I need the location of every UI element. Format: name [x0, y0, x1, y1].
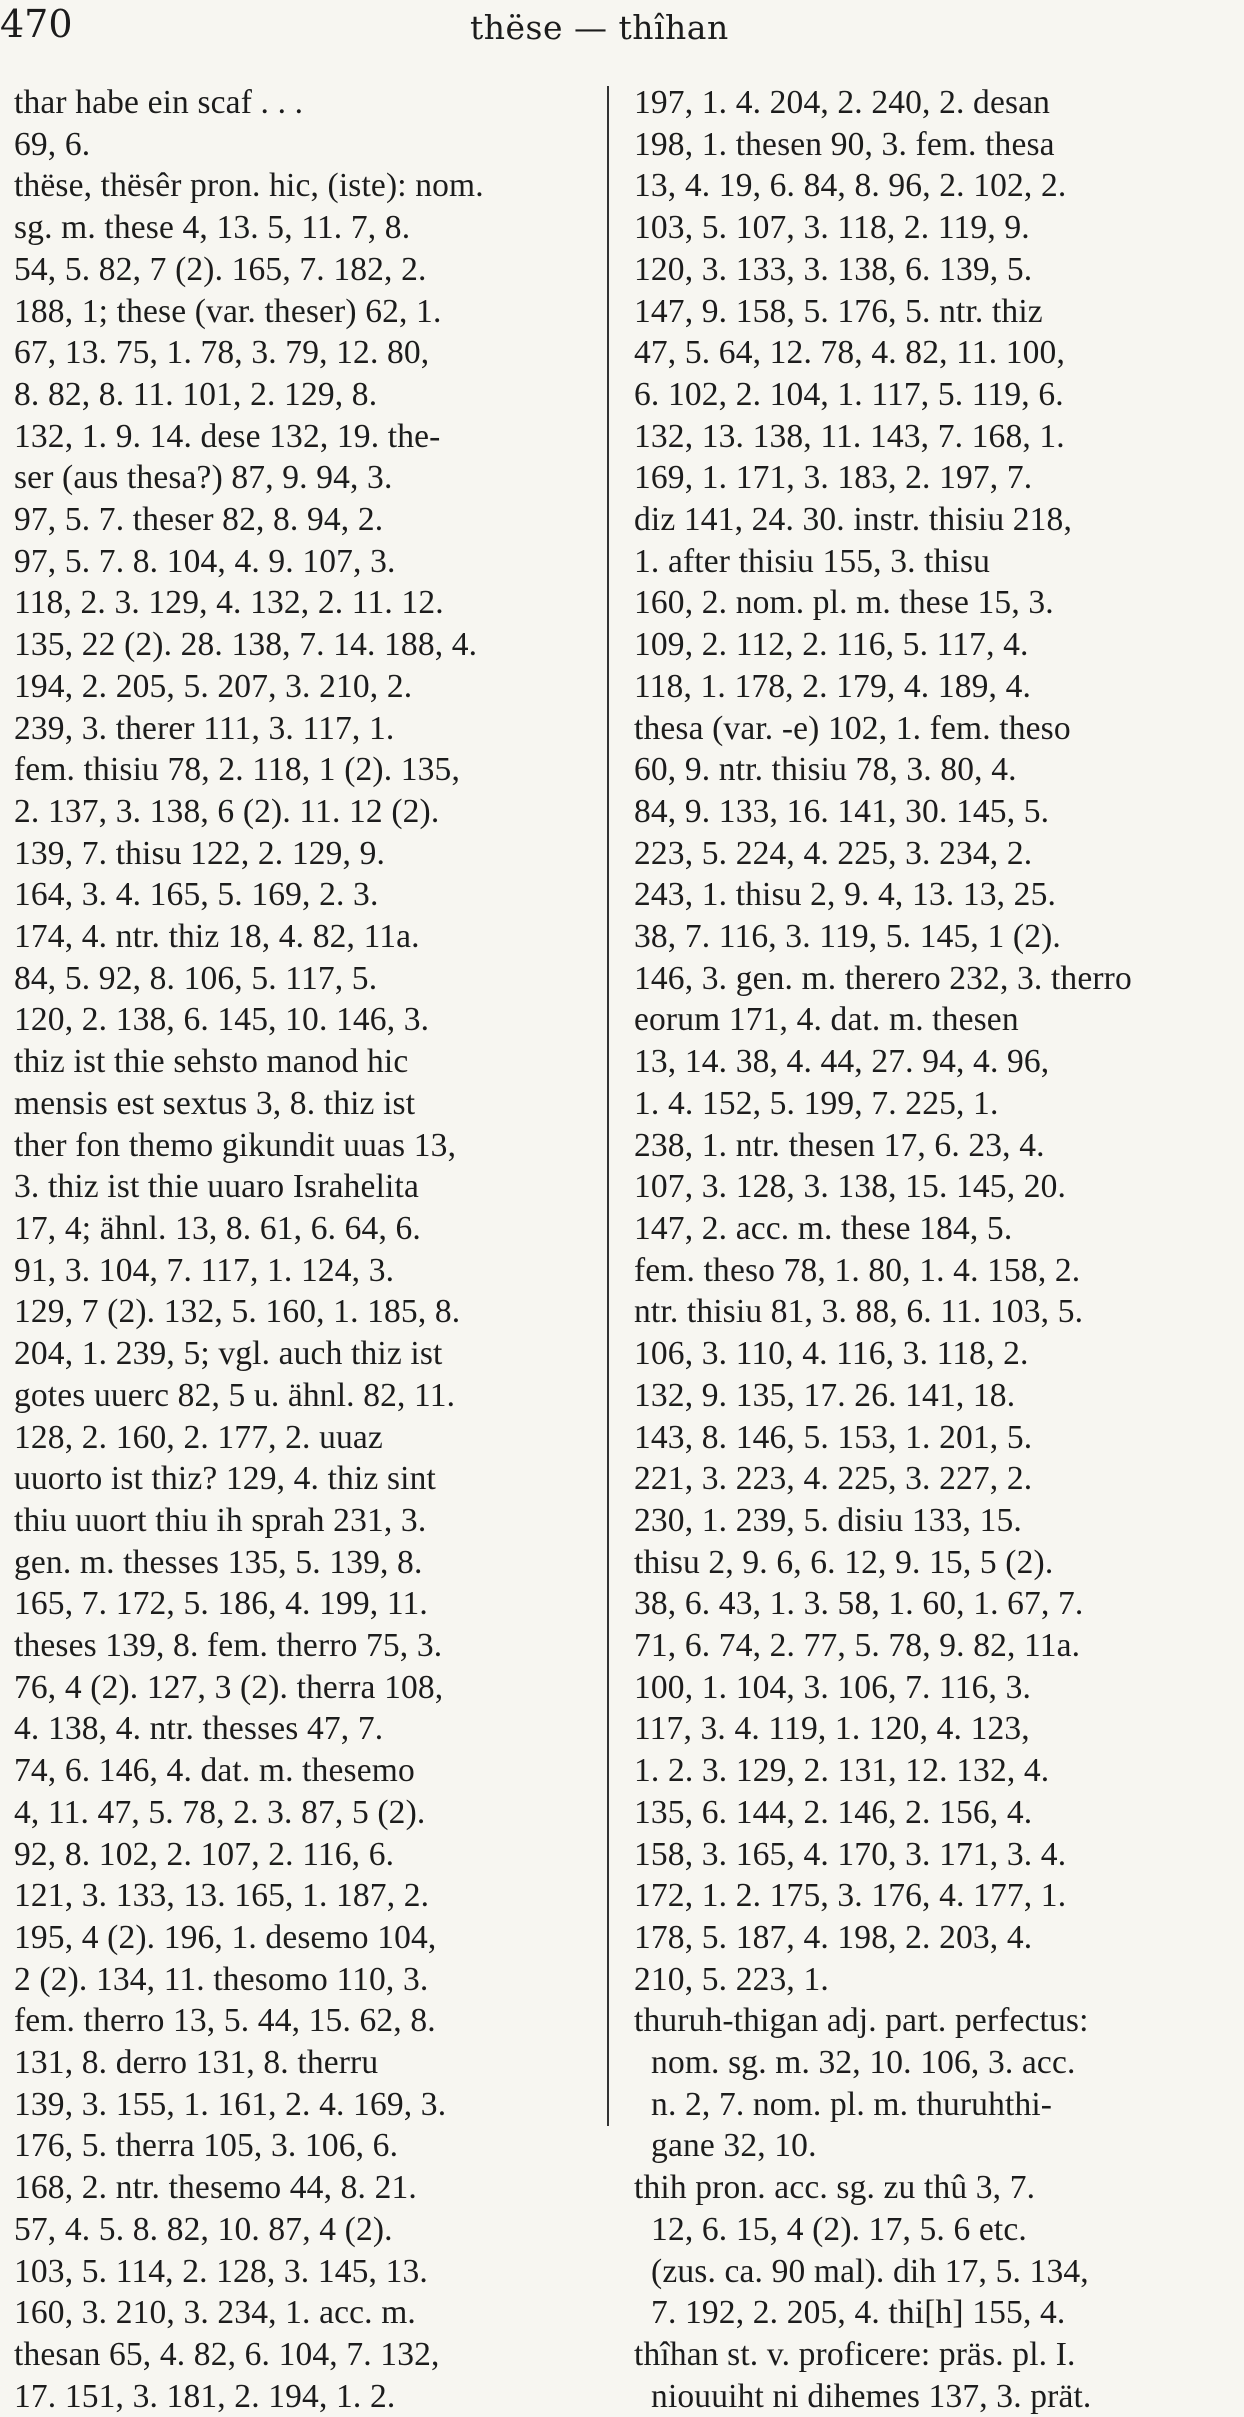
right-column-text: 197, 1. 4. 204, 2. 240, 2. desan 198, 1. thesen 90, 3. fem. thesa 13, 4. 19, 6. 84, 8. 96, 2. 102, 2. 103, 5. 107, 3. 118, 2. 119, 9. 120, 3. 133, 3. 138, 6. 139, 5. 147, 9. 158, 5. 176, 5. ntr. thiz 47, 5. 64, 12. 78, 4. 82, 11. 100, 6. 102, 2. 104, 1. 117, 5. 119, 6. 132, 13. 138, 11. 143, 7. 168, 1. 169, 1. 171, 3. 183, 2. 197, 7. diz 141, 24. 30. instr. thisiu 218, 1. after thisiu 155, 3. thisu 160, 2. nom. pl. m. these 15, 3. 109, 2. 112, 2. 116, 5. 117, 4. 118, 1. 178, 2. 179, 4. 189, 4. thesa (var. -e) 102, 1. fem. theso 60, 9. ntr. thisiu 78, 3. 80, 4. 84, 9. 133, 16. 141, 30. 145, 5. 223, 5. 224, 4. 225, 3. 234, 2. 243, 1. thisu 2, 9. 4, 13. 13, 25. 38, 7. 116, 3. 119, 5. 145, 1 (2). 146, 3. gen. m. therero 232, 3. therro eorum 171, 4. dat. m. thesen 13, 14. 38, 4. 44, 27. 94, 4. 96, 1. 4. 152, 5. 199, 7. 225, 1. 238, 1. ntr. thesen 17, 6. 23, 4. 107, 3. 128, 3. 138, 15. 145, 20. 147, 2. acc. m. these 184, 5. fem. theso 78, 1. 80, 1. 4. 158, 2. ntr. thisiu 81, 3. 88, 6. 11. 103, 5. 106, 3. 110, 4. 116, 3. 118, 2. 132, 9. 135, 17. 26. 141, 18. 143, 8. 146, 5. 153, 1. 201, 5. 221, 3. 223, 4. 225, 3. 227, 2. 230, 1. 239, 5. disiu 133, 15. thisu 2, 9. 6, 6. 12, 9. 15, 5 (2). 38, 6. 43, 1. 3. 58, 1. 60, 1. 67, 7. 71, 6. 74, 2. 77, 5. 78, 9. 82, 11a. 100, 1. 104, 3. 106, 7. 116, 3. 117, 3. 4. 119, 1. 120, 4. 123, 1. 2. 3. 129, 2. 131, 12. 132, 4. 135, 6. 144, 2. 146, 2. 156, 4. 158, 3. 165, 4. 170, 3. 171, 3. 4. 172, 1. 2. 175, 3. 176, 4. 177, 1. 178, 5. 187, 4. 198, 2. 203, 4. 210, 5. 223, 1. thuruh-thigan adj. part. perfectus: nom. sg. m. 32, 10. 106, 3. acc. n. 2, 7. nom. pl. m. thuruhthi- gane 32, 10. thih pron. acc. sg. zu thû 3, 7. 12, 6. 15, 4 (2). 17, 5. 6 etc. (zus. ca. 90 mal). dih 17, 5. 134, 7. 192, 2. 205, 4. thi[h] 155, 4. thîhan st. v. proficere: präs. pl. I. niouuiht ni dihemes 137, 3. prät. — [634, 84, 1132, 2415]
column-divider — [607, 86, 609, 2126]
left-column — [14, 82, 579, 2415]
page-number: 470 — [0, 2, 73, 46]
running-head: thëse — thîhan — [470, 8, 729, 47]
right-column — [634, 82, 1194, 2415]
left-column-text: thar habe ein scaf . . . 69, 6. thëse, thësêr pron. hic, (iste): nom. sg. m. these 4, 13. 5, 11. 7, 8. 54, 5. 82, 7 (2). 165, 7. 182, 2. 188, 1; these (var. theser) 62, 1. 67, 13. 75, 1. 78, 3. 79, 12. 80, 8. 82, 8. 11. 101, 2. 129, 8. 132, 1. 9. 14. dese 132, 19. the- ser (aus thesa?) 87, 9. 94, 3. 97, 5. 7. theser 82, 8. 94, 2. 97, 5. 7. 8. 104, 4. 9. 107, 3. 118, 2. 3. 129, 4. 132, 2. 11. 12. 135, 22 (2). 28. 138, 7. 14. 188, 4. 194, 2. 205, 5. 207, 3. 210, 2. 239, 3. therer 111, 3. 117, 1. fem. thisiu 78, 2. 118, 1 (2). 135, 2. 137, 3. 138, 6 (2). 11. 12 (2). 139, 7. thisu 122, 2. 129, 9. 164, 3. 4. 165, 5. 169, 2. 3. 174, 4. ntr. thiz 18, 4. 82, 11a. 84, 5. 92, 8. 106, 5. 117, 5. 120, 2. 138, 6. 145, 10. 146, 3. thiz ist thie sehsto manod hic mensis est sextus 3, 8. thiz ist ther fon themo gikundit uuas 13, 3. thiz ist thie uuaro Israhelita 17, 4; ähnl. 13, 8. 61, 6. 64, 6. 91, 3. 104, 7. 117, 1. 124, 3. 129, 7 (2). 132, 5. 160, 1. 185, 8. 204, 1. 239, 5; vgl. auch thiz ist gotes uuerc 82, 5 u. ähnl. 82, 11. 128, 2. 160, 2. 177, 2. uuaz uuorto ist thiz? 129, 4. thiz sint thiu uuort thiu ih sprah 231, 3. gen. m. thesses 135, 5. 139, 8. 165, 7. 172, 5. 186, 4. 199, 11. theses 139, 8. fem. therro 75, 3. 76, 4 (2). 127, 3 (2). therra 108, 4. 138, 4. ntr. thesses 47, 7. 74, 6. 146, 4. dat. m. thesemo 4, 11. 47, 5. 78, 2. 3. 87, 5 (2). 92, 8. 102, 2. 107, 2. 116, 6. 121, 3. 133, 13. 165, 1. 187, 2. 195, 4 (2). 196, 1. desemo 104, 2 (2). 134, 11. thesomo 110, 3. fem. therro 13, 5. 44, 15. 62, 8. 131, 8. derro 131, 8. therru 139, 3. 155, 1. 161, 2. 4. 169, 3. 176, 5. therra 105, 3. 106, 6. 168, 2. ntr. thesemo 44, 8. 21. 57, 4. 5. 8. 82, 10. 87, 4 (2). 103, 5. 114, 2. 128, 3. 145, 13. 160, 3. 210, 3. 234, 1. acc. m. thesan 65, 4. 82, 6. 104, 7. 132, 17. 151, 3. 181, 2. 194, 1. 2. — [14, 84, 484, 2415]
